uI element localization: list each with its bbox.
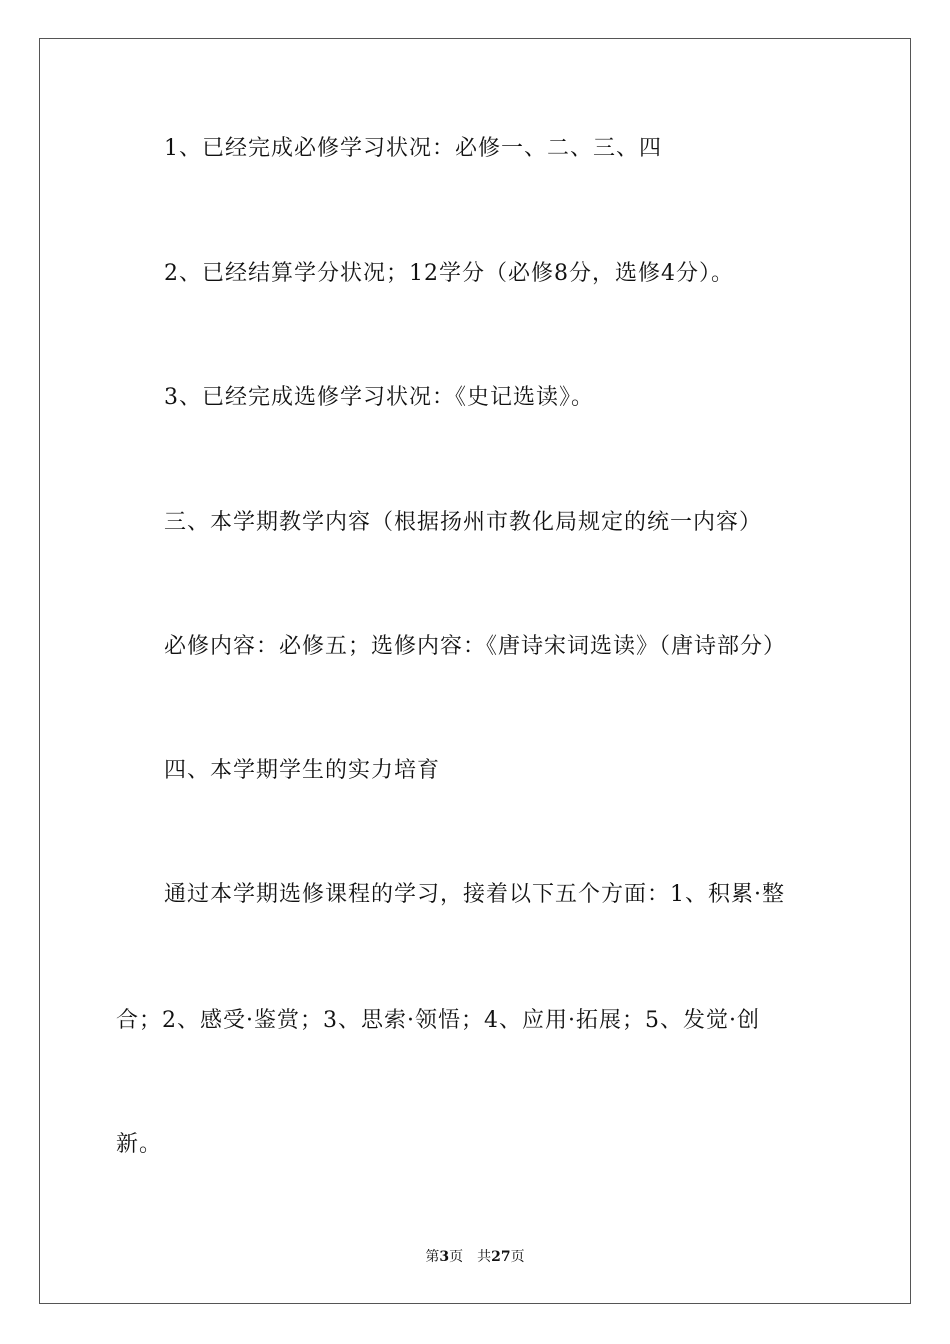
footer-prefix: 第 (425, 1249, 440, 1265)
footer-page-suffix: 页 (449, 1249, 464, 1265)
paragraph-line-3: 新。 (116, 1132, 163, 1157)
section-heading-3: 三、本学期教学内容（根据扬州市教化局规定的统一内容） (164, 510, 763, 535)
text-line-2: 2、已经结算学分状况；12学分（必修8分，选修4分）。 (164, 261, 734, 286)
text-line-3: 3、已经完成选修学习状况：《史记选读》。 (164, 385, 594, 410)
text-line-1: 1、已经完成必修学习状况：必修一、二、三、四 (164, 136, 662, 161)
section-heading-4: 四、本学期学生的实力培育 (164, 758, 441, 783)
page-footer (0, 1247, 950, 1267)
paragraph-line-1: 通过本学期选修课程的学习，接着以下五个方面：1、积累·整 (164, 882, 785, 907)
paragraph-line-2: 合；2、感受·鉴赏；3、思索·领悟；4、应用·拓展；5、发觉·创 (116, 1008, 760, 1033)
footer-total-suffix: 页 (510, 1249, 525, 1265)
page-border (39, 38, 911, 1304)
footer-total-prefix: 共 (477, 1249, 492, 1265)
text-line-required-content: 必修内容：必修五；选修内容：《唐诗宋词选读》（唐诗部分） (164, 634, 787, 659)
footer-current-page: 3 (439, 1249, 450, 1265)
footer-total-pages: 27 (491, 1249, 511, 1265)
